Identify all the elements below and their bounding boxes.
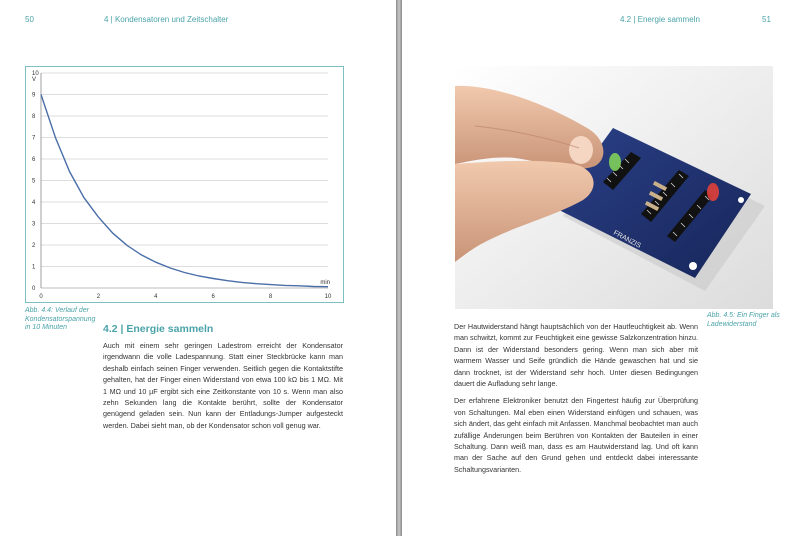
green-led bbox=[609, 153, 621, 171]
y-axis-label: V bbox=[32, 77, 37, 83]
right-page bbox=[402, 0, 800, 536]
board-brand-label: FRANZIS bbox=[612, 229, 642, 250]
right-paragraph-2: Der erfahrene Elektroniker benutzt den Fingertest häufig zur Überprüfung von Schaltungen. Mal eben einen Widerstand einfügen und schauen, was sich ändert, das geht einfach mit Anfassen. Manchmal beobachtet man auch zufällige Änderungen beim Berühren von Kontakten der Bauteilen in einer Schaltung. Dann weiß man, dass es am Hautwiderstand lag. Und oft kann man der Sache auf den Grund gehen und entdeckt dabei interessante Schaltungsvarianten. bbox=[454, 396, 698, 474]
voltage-curve-line bbox=[41, 95, 328, 287]
photo-illustration bbox=[455, 66, 773, 309]
x-tick-label: 10 bbox=[324, 294, 332, 300]
voltage-chart bbox=[25, 66, 344, 303]
right-running-header: 4.2 | Energie sammeln bbox=[620, 15, 700, 24]
red-led bbox=[707, 183, 719, 201]
y-tick-label: 0 bbox=[32, 286, 36, 292]
y-tick-label: 6 bbox=[32, 157, 36, 163]
y-tick-label: 1 bbox=[32, 264, 36, 271]
right-body-text bbox=[454, 321, 698, 481]
y-tick-label: 2 bbox=[32, 243, 36, 249]
right-paragraph-1: Der Hautwiderstand hängt hauptsächlich von der Hautfeuchtigkeit ab. Wenn man schwitzt, kommt zur Feuchtigkeit eine gewisse Salzkonzentration hinzu. Dann ist der Widerstand besonders gering. Wenn man sich aber mit warmem Wasser und Seife gründlich die Hände gewaschen hat und sie dann trocknet, ist der Widerstand sehr hoch. Unter diesen Bedingungen dauert die Aufladung sehr lange. bbox=[454, 322, 698, 389]
section-title: 4.2 | Energie sammeln bbox=[103, 323, 214, 335]
y-tick-label: 8 bbox=[32, 114, 36, 120]
voltage-chart-svg bbox=[26, 67, 343, 302]
chart-grid bbox=[41, 73, 328, 288]
y-tick-label: 3 bbox=[32, 221, 36, 228]
finger-on-board-photo bbox=[455, 66, 773, 309]
x-axis-label: min bbox=[320, 280, 330, 286]
x-tick-label: 8 bbox=[268, 294, 273, 300]
figure-4-4-caption: Abb. 4.4: Verlauf der Kondensatorspannung in 10 Minuten bbox=[25, 307, 96, 331]
left-body-text bbox=[103, 340, 343, 437]
figure-4-5-caption: Abb. 4.5: Ein Finger als Ladewiderstand bbox=[707, 312, 780, 328]
left-paragraph: Auch mit einem sehr geringen Ladestrom erreicht der Kondensator irgendwann die volle Ladespannung. Statt einer Steckbrücke kann man deshalb einfach seinen Finger verwenden. Seitlich gegen die Kontaktstifte gehalten, hat der Finger einen Widerstand von etwa 100 kΩ bis 1 MΩ. Mit 1 MΩ und 10 µF ergibt sich eine Zeitkonstante von 10 s. Wenn man also zehn Sekunden lang die Kontakte berührt, sollte der Kondensator genügend geladen sein. Nun kann der Entladungs-Jumper aufgesteckt werden. Dabei sieht man, ob der Kondensator schon voll genug war. bbox=[103, 341, 343, 430]
left-running-header: 4 | Kondensatoren und Zeitschalter bbox=[104, 15, 229, 24]
y-tick-label: 7 bbox=[32, 135, 36, 142]
y-tick-label: 10 bbox=[32, 71, 39, 77]
y-tick-label: 5 bbox=[32, 178, 36, 185]
x-tick-label: 2 bbox=[96, 294, 101, 300]
x-tick-label: 4 bbox=[154, 294, 158, 300]
left-page bbox=[0, 0, 396, 536]
right-page-number: 51 bbox=[762, 15, 771, 24]
y-tick-label: 9 bbox=[32, 92, 36, 99]
x-tick-label: 6 bbox=[211, 294, 215, 300]
left-page-number: 50 bbox=[25, 15, 34, 24]
y-tick-label: 4 bbox=[32, 200, 36, 206]
x-tick-label: 0 bbox=[39, 294, 43, 300]
